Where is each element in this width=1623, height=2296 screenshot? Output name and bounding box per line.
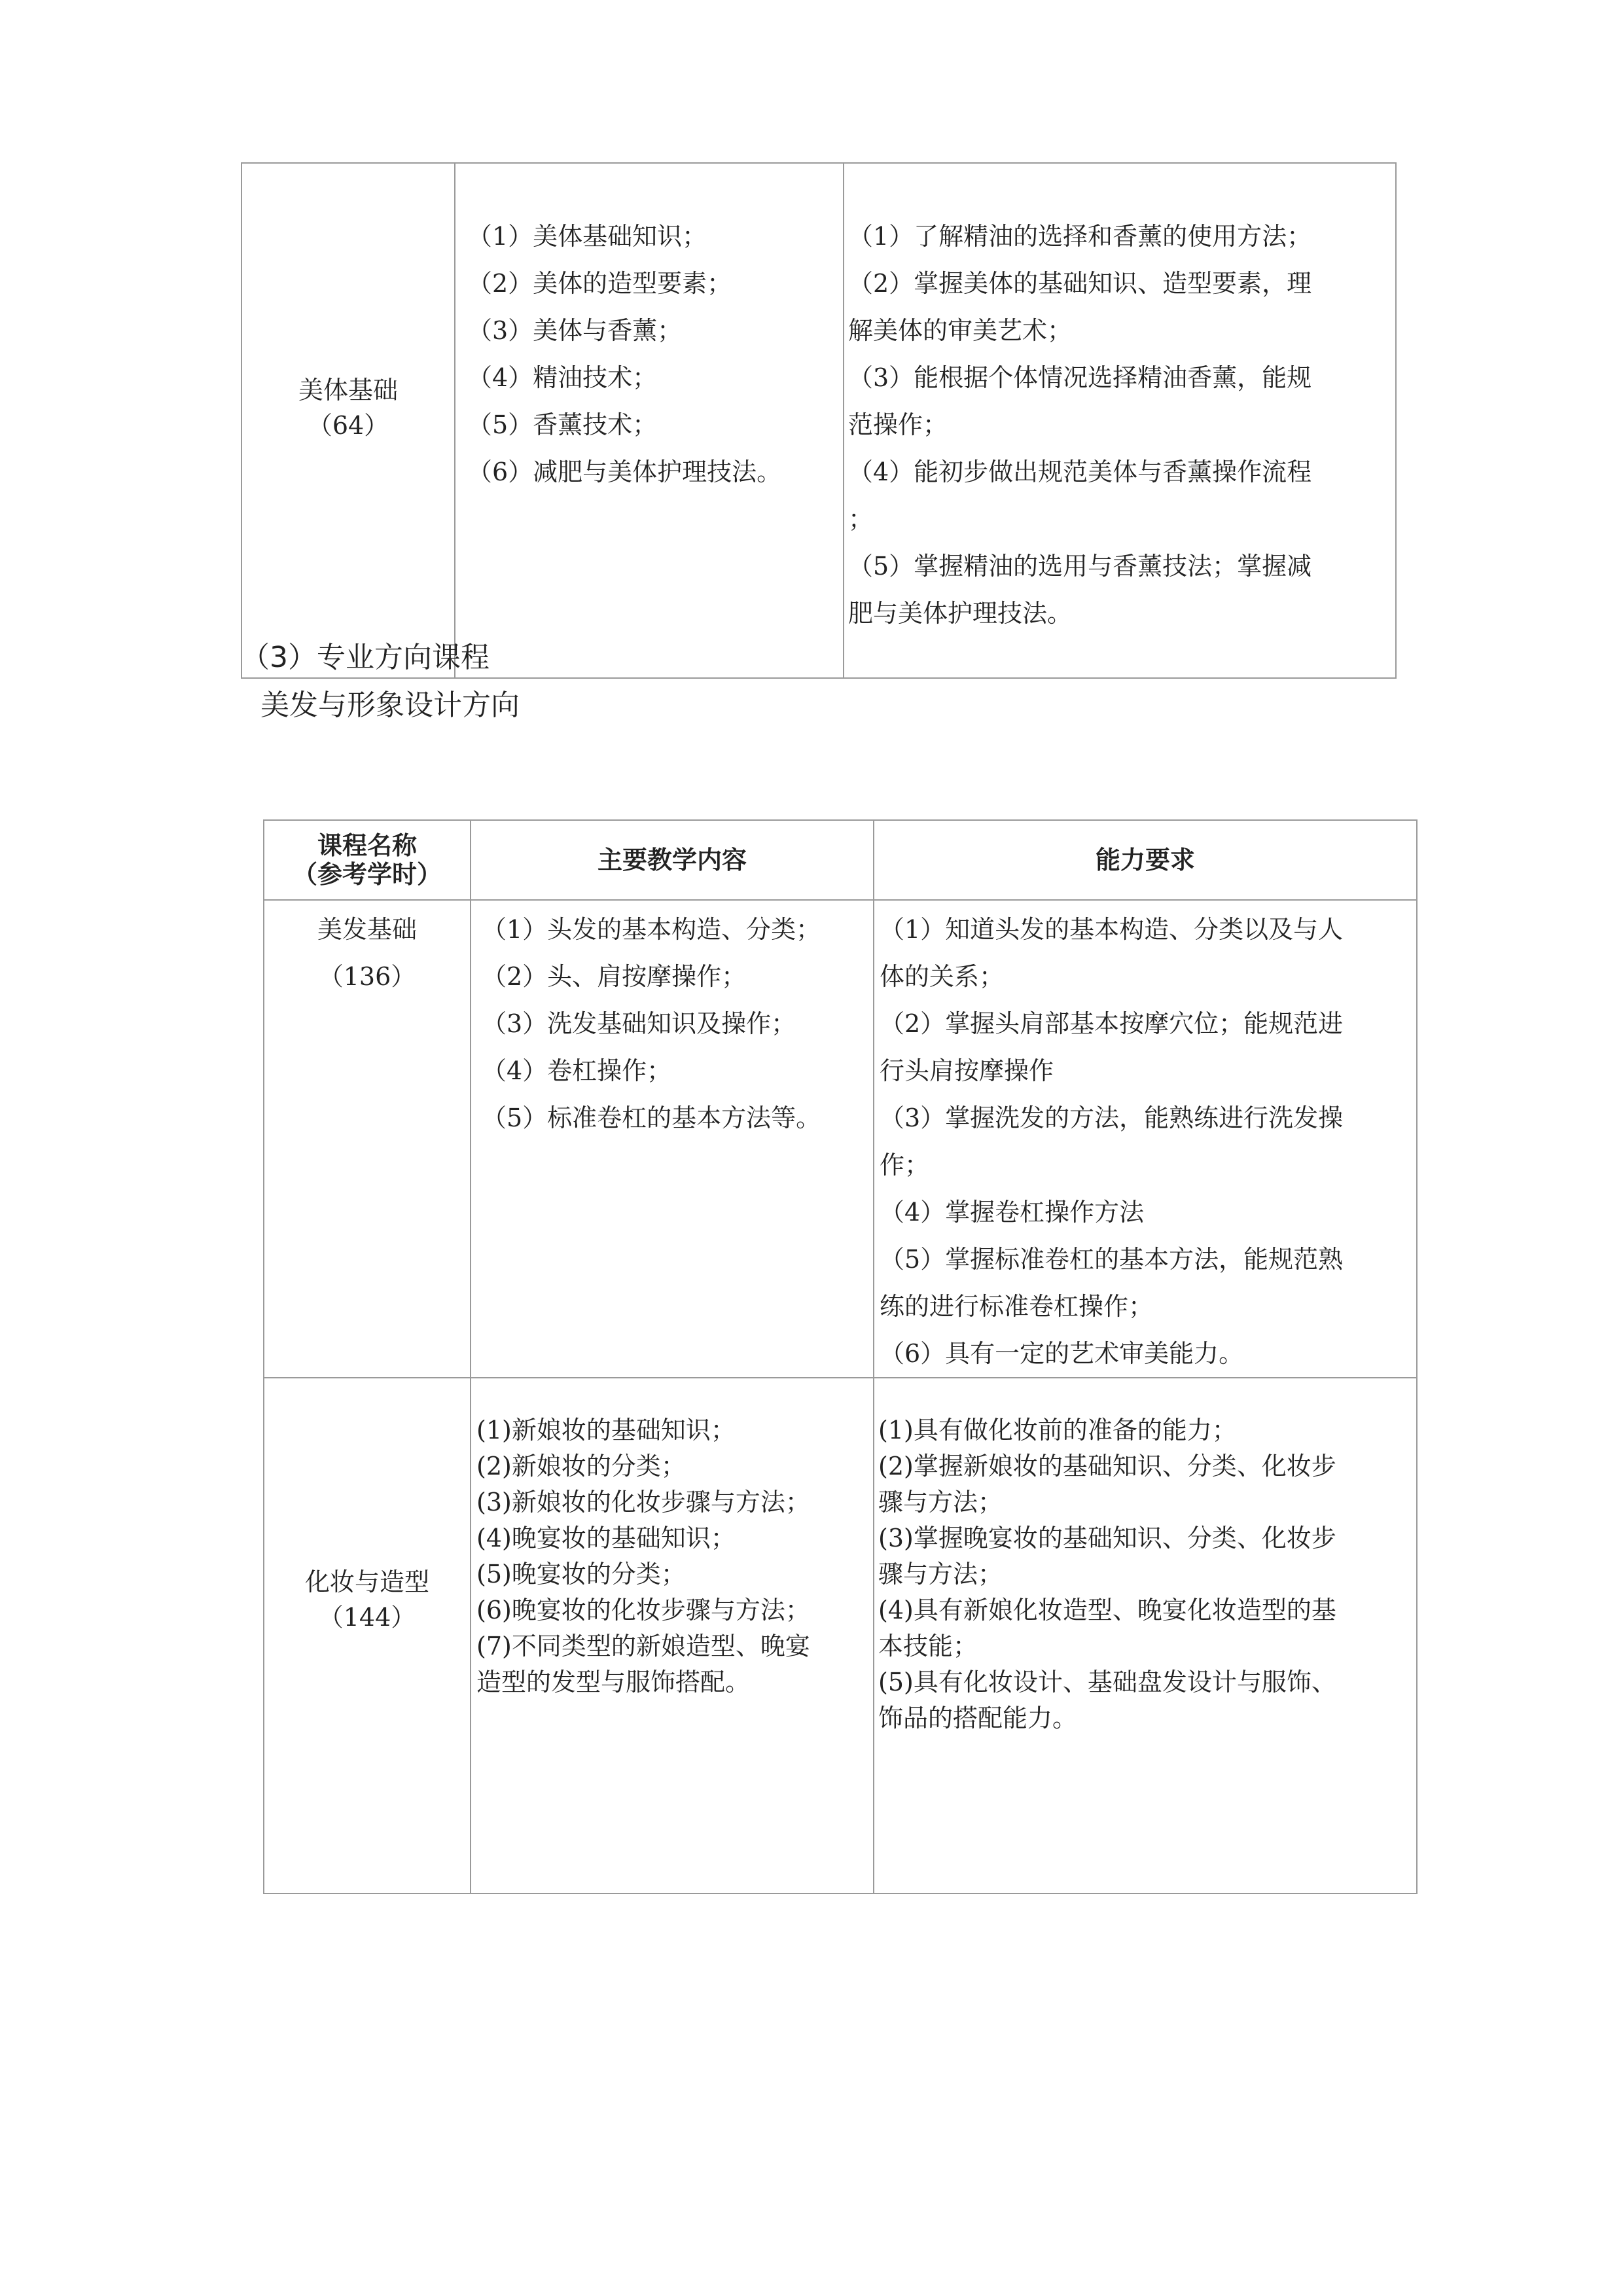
- course-hours: （64）: [307, 410, 389, 440]
- course-name: 美体基础: [298, 375, 398, 404]
- direction-heading: 美发与形象设计方向: [260, 689, 520, 722]
- requirement-line: （4）能初步做出规范美体与香薰操作流程: [848, 457, 1312, 486]
- requirement-line: ；: [848, 505, 874, 533]
- content-item: （1）美体基础知识；: [467, 222, 707, 251]
- content-item: （4）卷杠操作；: [482, 1056, 672, 1085]
- requirement-line: 作；: [880, 1151, 930, 1179]
- content-item: (6)晚宴妆的化妆步骤与方法；: [476, 1596, 810, 1624]
- course-content-cell: [471, 1378, 874, 1893]
- header-name-line1: 课程名称: [317, 831, 417, 860]
- requirement-line: （3）掌握洗发的方法，能熟练进行洗发操: [880, 1103, 1344, 1132]
- course-hours: （144）: [318, 1603, 416, 1632]
- content-item: (3)新娘妆的化妆步骤与方法；: [476, 1488, 810, 1516]
- header-name-line2: （参考学时）: [292, 860, 442, 889]
- content-item: （5）香薰技术；: [467, 410, 658, 439]
- table-row: [241, 163, 1396, 678]
- content-item: (5)晚宴妆的分类；: [476, 1560, 686, 1588]
- requirement-line: 饰品的搭配能力。: [878, 1704, 1078, 1732]
- course-name-cell: [264, 1378, 471, 1893]
- requirement-line: (4)具有新娘化妆造型、晚宴化妆造型的基: [878, 1596, 1336, 1624]
- content-item: （6）减肥与美体护理技法。: [467, 457, 782, 486]
- header-requirements: 能力要求: [874, 820, 1417, 900]
- content-item: （1）头发的基本构造、分类；: [482, 915, 821, 944]
- header-course-name: [264, 820, 471, 900]
- header-content: 主要教学内容: [471, 820, 874, 900]
- requirement-line: (5)具有化妆设计、基础盘发设计与服饰、: [878, 1668, 1336, 1696]
- course-content-cell: [471, 900, 874, 1378]
- requirement-line: （5）掌握标准卷杠的基本方法，能规范熟: [880, 1245, 1344, 1274]
- requirement-line: 范操作；: [848, 410, 948, 439]
- requirement-line: （6）具有一定的艺术审美能力。: [880, 1339, 1244, 1368]
- content-item: （4）精油技术；: [467, 363, 658, 392]
- content-item: （3）美体与香薰；: [467, 316, 683, 345]
- course-name-cell: [241, 163, 455, 678]
- requirement-line: （3）能根据个体情况选择精油香薰，能规: [848, 363, 1312, 392]
- requirement-line: 本技能；: [878, 1632, 978, 1660]
- requirement-line: 骤与方法；: [878, 1488, 1003, 1516]
- course-name-cell: [264, 900, 471, 1378]
- course-hours: （136）: [318, 962, 416, 991]
- requirement-line: 解美体的审美艺术；: [848, 316, 1073, 345]
- requirement-line: （1）知道头发的基本构造、分类以及与人: [880, 915, 1344, 944]
- course-requirements-cell: [874, 900, 1417, 1378]
- requirement-line: 肥与美体护理技法。: [848, 599, 1073, 628]
- course-content-cell: [455, 163, 844, 678]
- requirement-line: 体的关系；: [880, 962, 1005, 991]
- requirement-line: 骤与方法；: [878, 1560, 1003, 1588]
- requirement-line: （1）了解精油的选择和香薰的使用方法；: [848, 222, 1312, 251]
- section-heading: （3）专业方向课程: [241, 641, 490, 674]
- content-item: (1)新娘妆的基础知识；: [476, 1416, 736, 1444]
- content-item: (4)晚宴妆的基础知识；: [476, 1524, 736, 1552]
- course-requirements-cell: [844, 163, 1396, 678]
- content-item: (7)不同类型的新娘造型、晚宴: [476, 1632, 810, 1660]
- content-item: （2）美体的造型要素；: [467, 269, 732, 298]
- content-item: 造型的发型与服饰搭配。: [476, 1668, 751, 1696]
- requirement-line: （4）掌握卷杠操作方法: [880, 1198, 1145, 1227]
- requirement-line: (1)具有做化妆前的准备的能力；: [878, 1416, 1237, 1444]
- table-header-row: [264, 820, 1417, 900]
- table-row: [264, 900, 1417, 1378]
- content-item: （3）洗发基础知识及操作；: [482, 1009, 796, 1038]
- course-table-hair-styling: [263, 819, 1418, 1894]
- requirement-line: （2）掌握头肩部基本按摩穴位；能规范进: [880, 1009, 1344, 1038]
- course-requirements-cell: [874, 1378, 1417, 1893]
- content-item: （5）标准卷杠的基本方法等。: [482, 1103, 821, 1132]
- requirement-line: 练的进行标准卷杠操作；: [880, 1292, 1154, 1321]
- requirement-line: (3)掌握晚宴妆的基础知识、分类、化妆步: [878, 1524, 1336, 1552]
- requirement-line: 行头肩按摩操作: [880, 1056, 1054, 1085]
- course-name: 化妆与造型: [304, 1568, 429, 1596]
- content-item: （2）头、肩按摩操作；: [482, 962, 747, 991]
- content-item: (2)新娘妆的分类；: [476, 1452, 686, 1480]
- requirement-line: （5）掌握精油的选用与香薰技法；掌握减: [848, 552, 1312, 581]
- requirement-line: （2）掌握美体的基础知识、造型要素，理: [848, 269, 1312, 298]
- course-table-beauty-body: [241, 162, 1397, 679]
- course-name: 美发基础: [317, 915, 417, 944]
- table-row: [264, 1378, 1417, 1893]
- requirement-line: (2)掌握新娘妆的基础知识、分类、化妆步: [878, 1452, 1336, 1480]
